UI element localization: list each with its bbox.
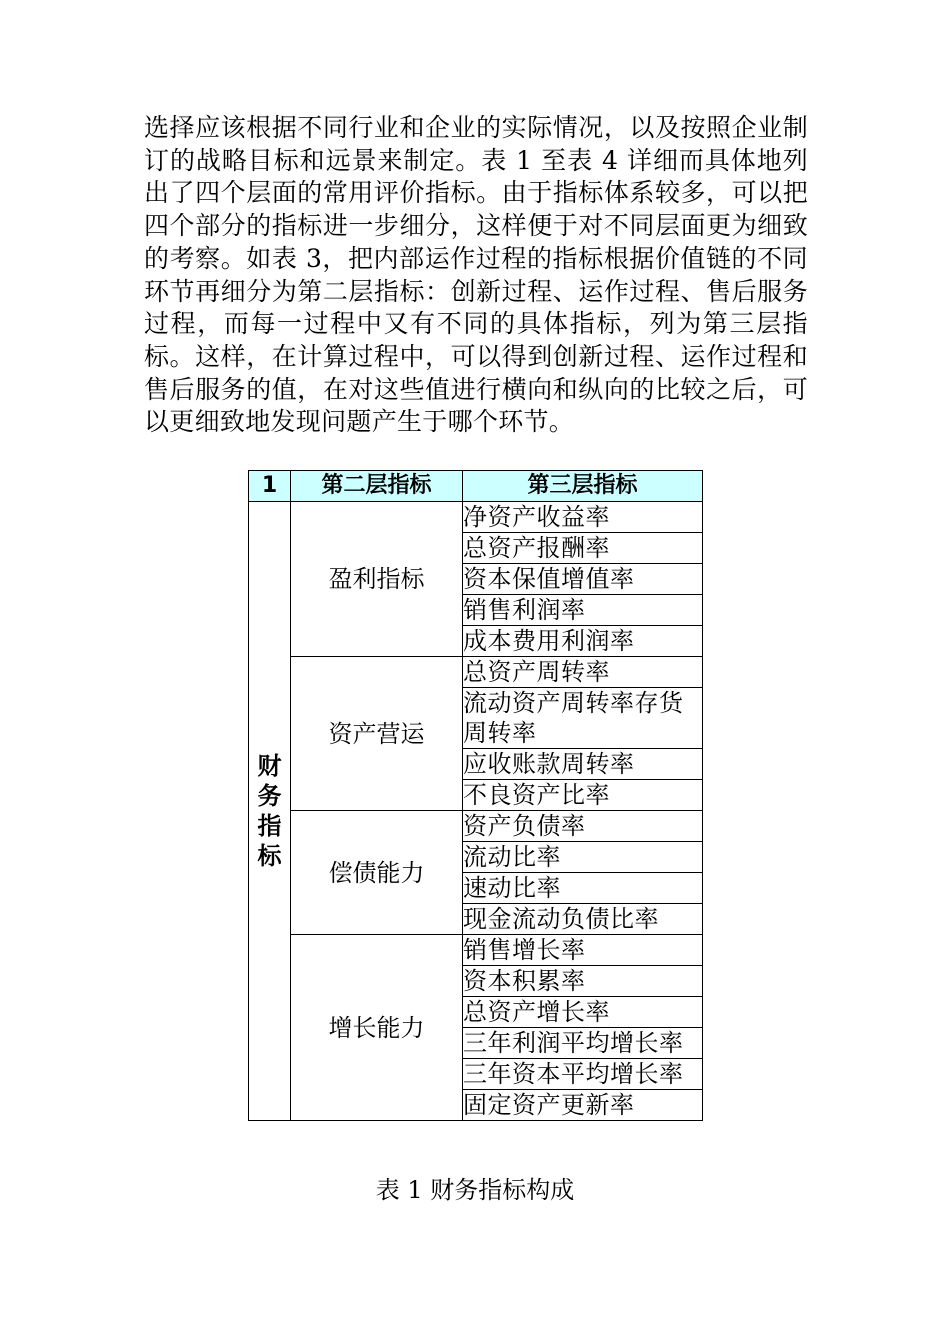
indicator-cell: 现金流动负债比率 [463, 904, 703, 935]
category-label: 财务指标 [257, 752, 282, 870]
indicator-cell: 总资产报酬率 [463, 533, 703, 564]
indicator-cell: 流动资产周转率存货周转率 [463, 688, 703, 749]
table-row [249, 502, 703, 533]
indicator-cell: 资本积累率 [463, 966, 703, 997]
indicator-cell: 销售增长率 [463, 935, 703, 966]
table-row [249, 935, 703, 966]
indicator-cell: 销售利润率 [463, 595, 703, 626]
indicator-cell: 总资产增长率 [463, 997, 703, 1028]
indicator-cell: 总资产周转率 [463, 657, 703, 688]
financial-indicators-table [248, 470, 703, 1121]
header-number: 1 [249, 471, 291, 502]
indicator-cell: 资产负债率 [463, 811, 703, 842]
group-cell-profitability: 盈利指标 [291, 502, 463, 657]
indicator-cell: 应收账款周转率 [463, 749, 703, 780]
indicator-cell: 速动比率 [463, 873, 703, 904]
indicator-cell: 资本保值增值率 [463, 564, 703, 595]
indicator-cell: 不良资产比率 [463, 780, 703, 811]
header-second-level: 第二层指标 [291, 471, 463, 502]
indicator-cell: 三年资本平均增长率 [463, 1059, 703, 1090]
indicator-cell: 成本费用利润率 [463, 626, 703, 657]
group-cell-growth: 增长能力 [291, 935, 463, 1121]
table-row [249, 811, 703, 842]
indicator-cell: 净资产收益率 [463, 502, 703, 533]
header-third-level: 第三层指标 [463, 471, 703, 502]
indicator-cell: 三年利润平均增长率 [463, 1028, 703, 1059]
table-header-row [249, 471, 703, 502]
indicator-cell: 固定资产更新率 [463, 1090, 703, 1121]
body-paragraph: 选择应该根据不同行业和企业的实际情况，以及按照企业制订的战略目标和远景来制定。表 1 至表 4 详细而具体地列出了四个层面的常用评价指标。由于指标体系较多，可以把四个部分的指标进一步细分，这样便于对不同层面更为细致的考察。如表 3，把内部运作过程的指标根据价值链的不同环节再细分为第二层指标：创新过程、运作过程、售后服务过程，而每一过程中又有不同的具体指标，列为第三层指标。这样，在计算过程中，可以得到创新过程、运作过程和售后服务的值，在对这些值进行横向和纵向的比较之后，可以更细致地发现问题产生于哪个环节。 [144, 113, 808, 437]
table-row [249, 657, 703, 688]
category-cell [249, 502, 291, 1121]
table-caption: 表 1 财务指标构成 [375, 1176, 575, 1204]
group-cell-asset-operation: 资产营运 [291, 657, 463, 811]
indicator-cell: 流动比率 [463, 842, 703, 873]
group-cell-solvency: 偿债能力 [291, 811, 463, 935]
